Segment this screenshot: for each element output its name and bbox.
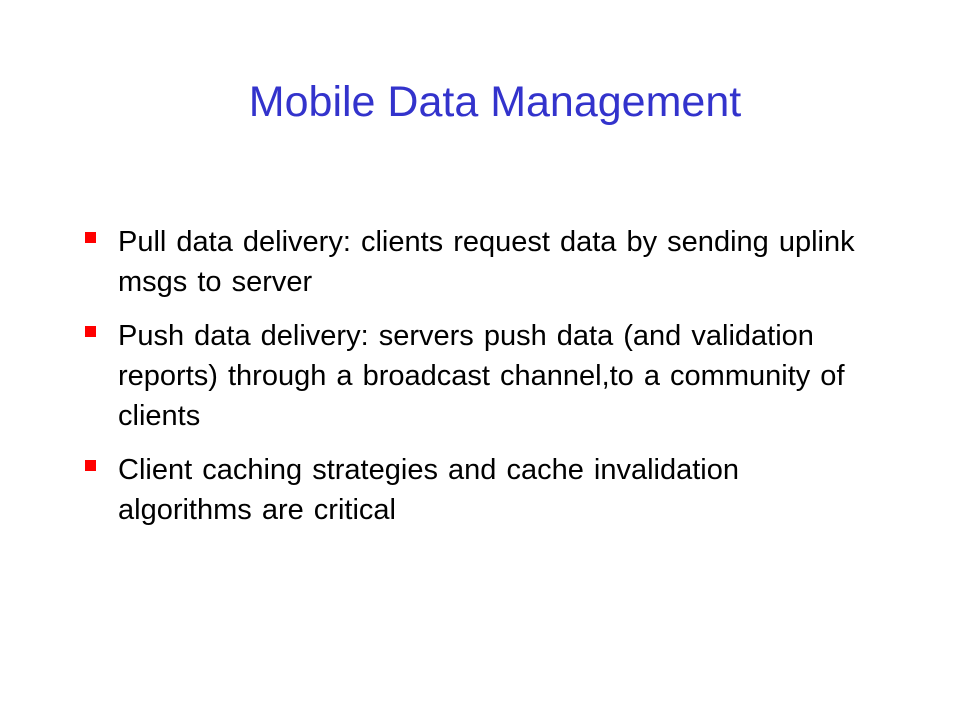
square-bullet-icon (85, 326, 96, 337)
list-item (85, 316, 865, 436)
bullet-text: Pull data delivery: clients request data by sending uplink msgs to server (118, 226, 855, 298)
list-item (85, 450, 865, 530)
list-item (85, 222, 865, 302)
slide-title: Mobile Data Management (248, 78, 742, 126)
square-bullet-icon (85, 460, 96, 471)
bullet-text: Client caching strategies and cache invalidation algorithms are critical (118, 454, 739, 526)
bullet-list (85, 222, 865, 544)
square-bullet-icon (85, 232, 96, 243)
bullet-text: Push data delivery: servers push data (and validation reports) through a broadcast channel,to a community of clients (118, 320, 845, 432)
